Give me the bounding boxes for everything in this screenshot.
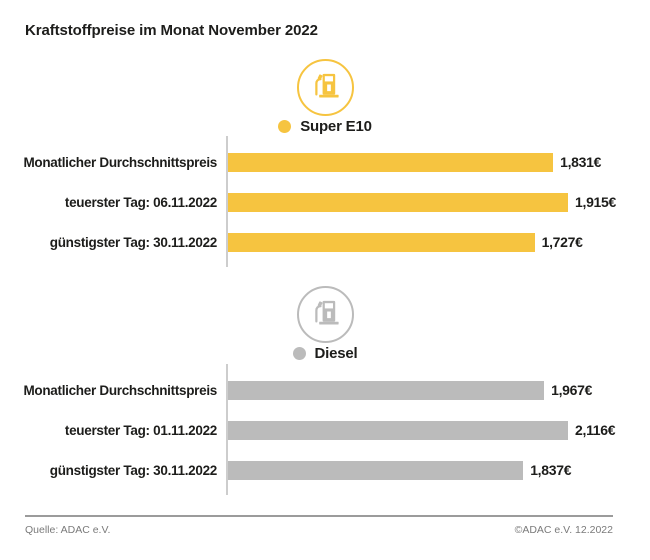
fuel-pump-icon xyxy=(309,296,342,334)
axis-line xyxy=(226,136,228,267)
bar-area xyxy=(228,381,592,400)
page-title: Kraftstoffpreise im Monat November 2022 xyxy=(25,22,318,39)
bar-super-avg xyxy=(228,153,553,172)
footer-source: Quelle: ADAC e.V. xyxy=(25,524,111,536)
chart-row xyxy=(0,142,650,182)
bar-value: 1,837€ xyxy=(530,462,572,478)
legend-label-diesel: Diesel xyxy=(314,345,358,362)
bar-value: 1,727€ xyxy=(541,234,583,250)
row-label: günstigster Tag: 30.11.2022 xyxy=(49,234,217,250)
legend-label-super-e10: Super E10 xyxy=(300,118,372,135)
chart-row xyxy=(0,410,650,450)
fuel-pump-circle xyxy=(297,286,354,343)
footer-copyright: ©ADAC e.V. 12.2022 xyxy=(514,524,613,536)
bar-value: 2,116€ xyxy=(575,422,616,438)
bar-diesel-min xyxy=(228,461,523,480)
bar-area xyxy=(228,153,601,172)
row-label: teuerster Tag: 01.11.2022 xyxy=(64,422,217,438)
row-label: Monatlicher Durchschnittspreis xyxy=(23,154,217,170)
row-label: Monatlicher Durchschnittspreis xyxy=(23,382,217,398)
bar-diesel-max xyxy=(228,421,568,440)
super-e10-icon-wrap xyxy=(0,59,650,116)
bar-value: 1,967€ xyxy=(551,382,593,398)
chart-super-e10 xyxy=(0,142,650,262)
bar-area xyxy=(228,461,571,480)
bar-area xyxy=(228,421,615,440)
fuel-pump-circle xyxy=(297,59,354,116)
bar-value: 1,915€ xyxy=(575,194,617,210)
row-label: günstigster Tag: 30.11.2022 xyxy=(49,462,217,478)
diesel-icon-wrap xyxy=(0,286,650,343)
chart-row xyxy=(0,370,650,410)
row-label: teuerster Tag: 06.11.2022 xyxy=(64,194,217,210)
bar-area xyxy=(228,233,583,252)
chart-row xyxy=(0,182,650,222)
legend-dot-diesel xyxy=(293,347,306,360)
footer-divider xyxy=(25,515,613,517)
chart-diesel xyxy=(0,370,650,490)
chart-row xyxy=(0,450,650,490)
fuel-pump-icon xyxy=(309,69,342,107)
bar-super-max xyxy=(228,193,568,212)
bar-area xyxy=(228,193,616,212)
legend-diesel xyxy=(0,345,650,362)
bar-value: 1,831€ xyxy=(560,154,602,170)
bar-diesel-avg xyxy=(228,381,544,400)
axis-line xyxy=(226,364,228,495)
legend-dot-super-e10 xyxy=(278,120,291,133)
chart-row xyxy=(0,222,650,262)
legend-super-e10 xyxy=(0,118,650,135)
bar-super-min xyxy=(228,233,535,252)
